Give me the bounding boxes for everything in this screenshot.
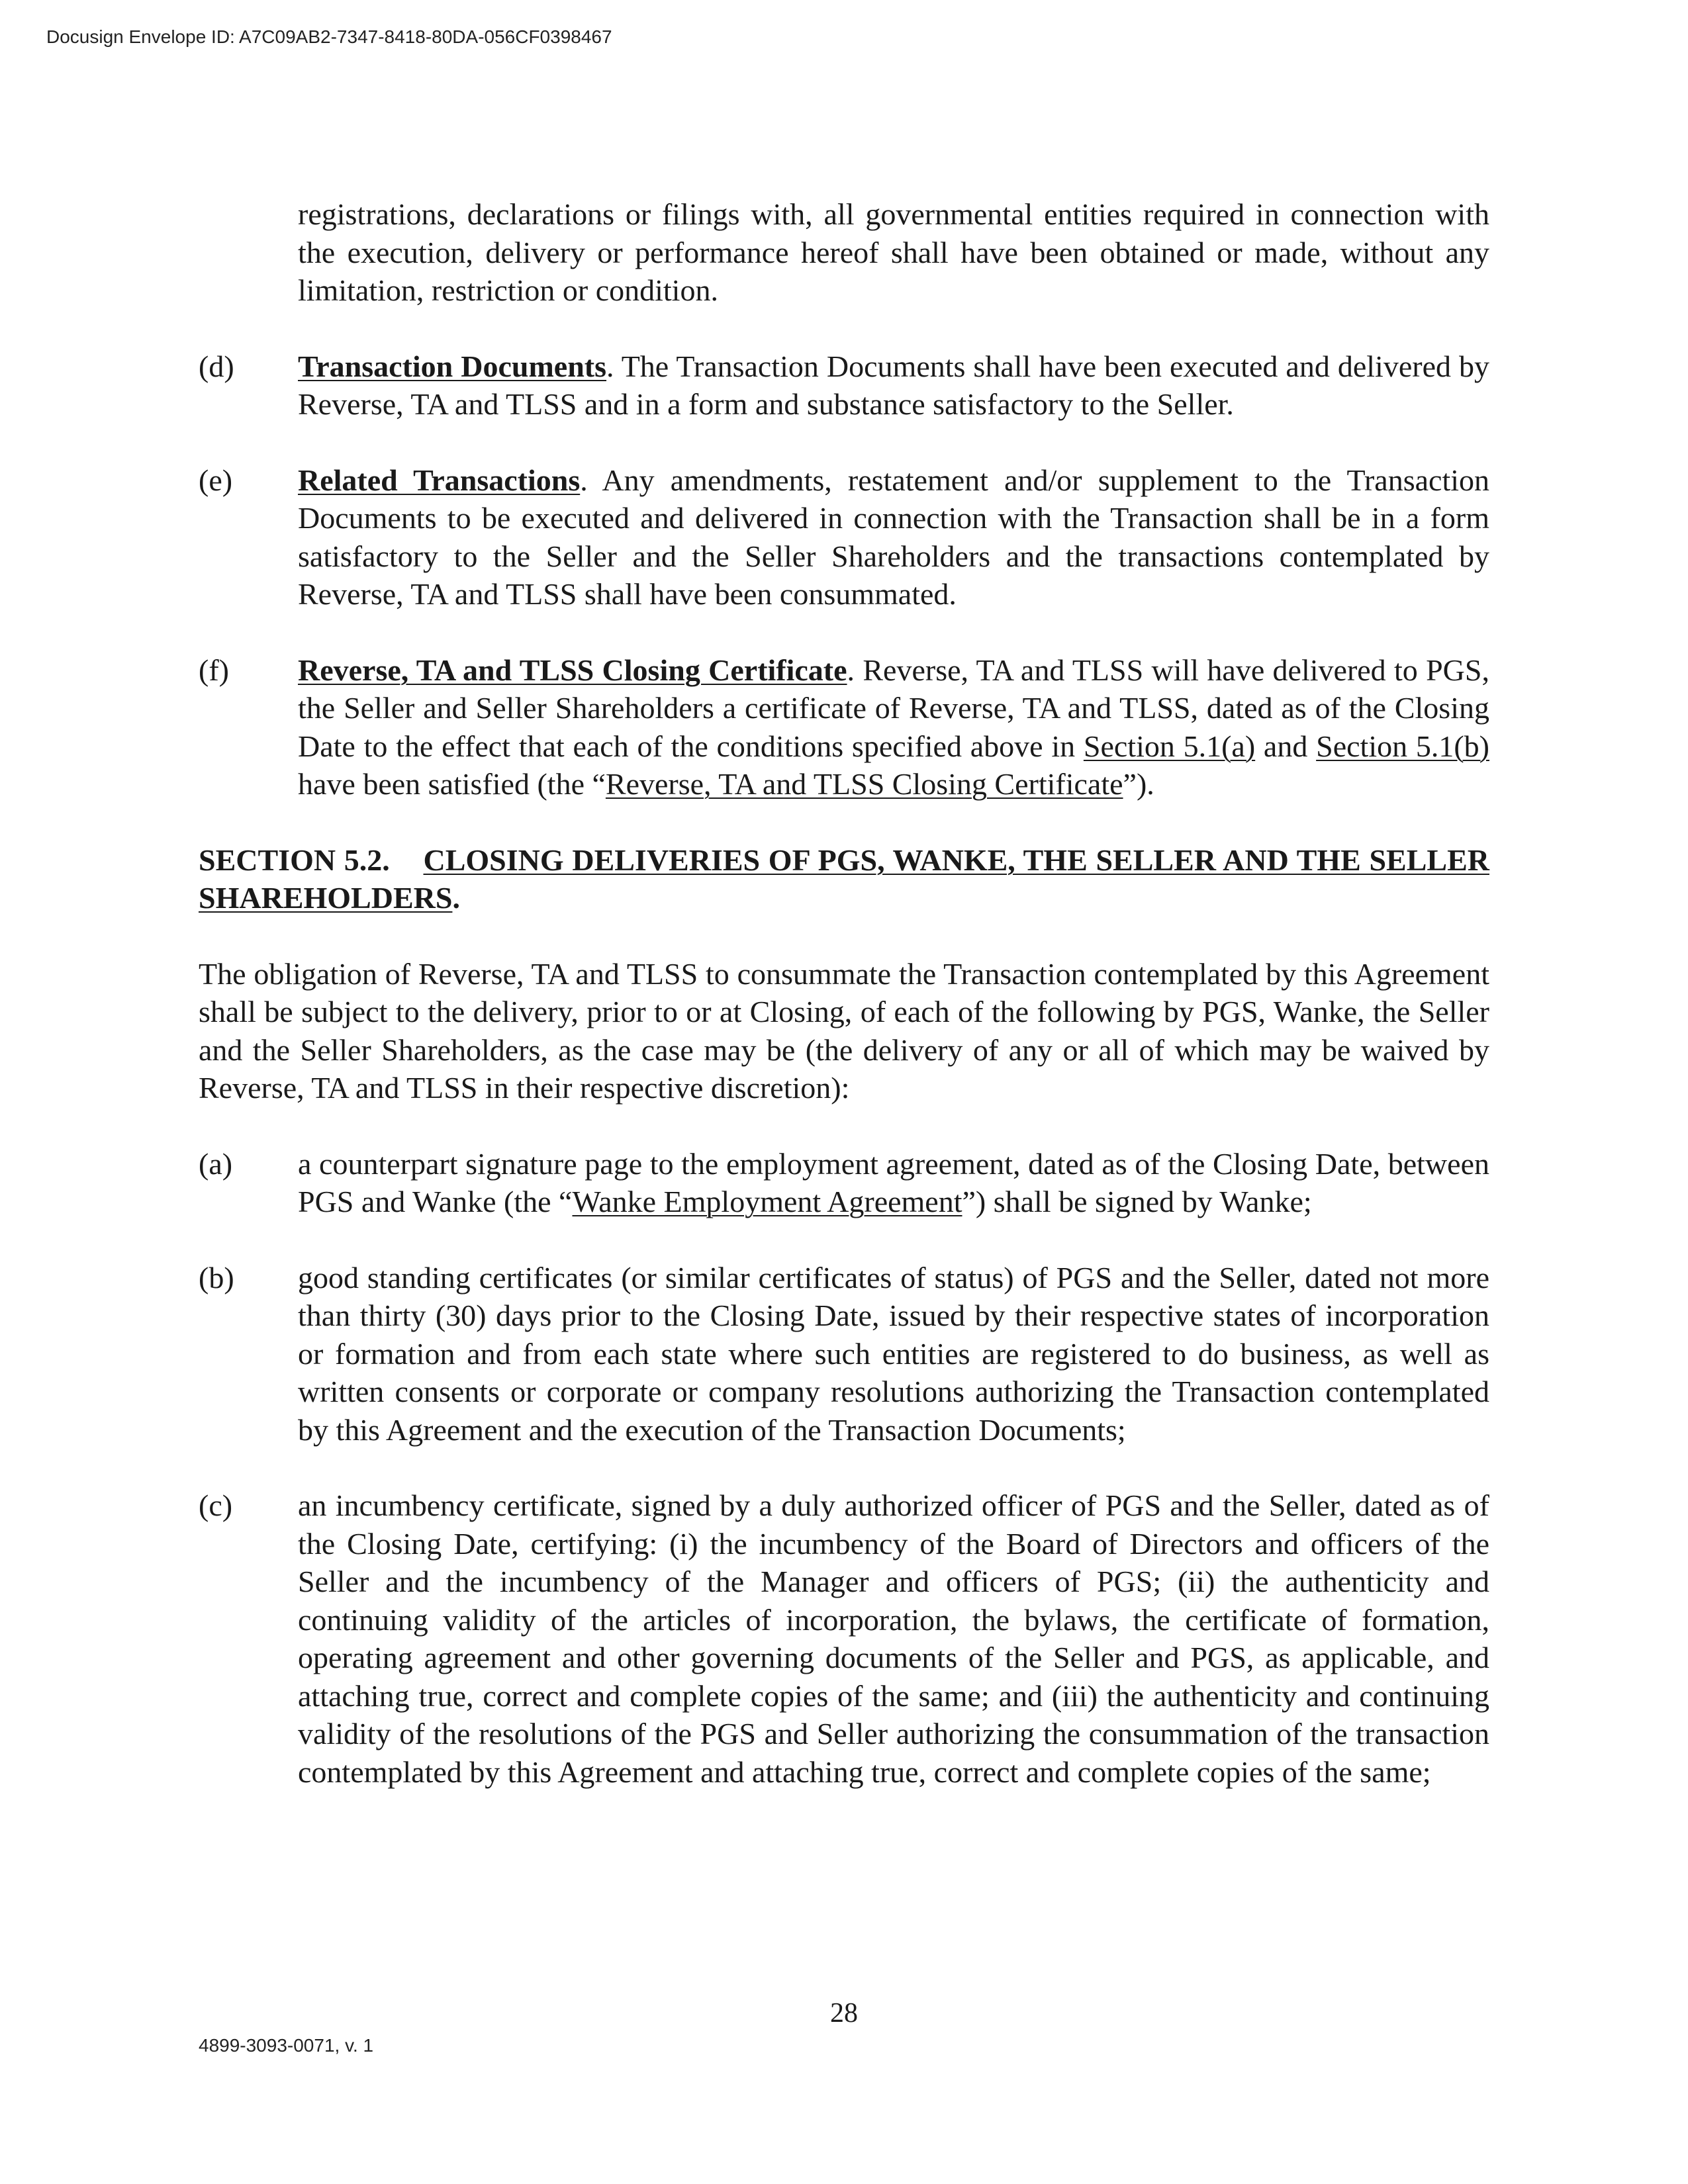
section-title: CLOSING DELIVERIES OF PGS, WANKE, THE SELLER AND THE SELLER SHAREHOLDERS bbox=[199, 842, 1489, 915]
defined-term: Wanke Employment Agreement bbox=[572, 1185, 962, 1218]
clause-body: ”) shall be signed by Wanke; bbox=[962, 1185, 1312, 1218]
section-reference: Section 5.1(b) bbox=[1316, 729, 1490, 763]
clause-text bbox=[298, 347, 1489, 424]
clause-body: have been satisfied (the “ bbox=[298, 767, 606, 801]
defined-term: Reverse, TA and TLSS Closing Certificate bbox=[605, 767, 1123, 801]
clause-heading: Reverse, TA and TLSS Closing Certificate bbox=[298, 653, 847, 687]
section-5-2-intro: The obligation of Reverse, TA and TLSS to consummate the Transaction contemplated by this Agreement shall be subject to the delivery, prior to or at Closing, of each of the following by PGS, Wanke, the Seller and the Seller Shareholders, as the case may be (the delivery of any or all of which may be waived by Reverse, TA and TLSS in their respective discretion): bbox=[199, 956, 1489, 1105]
clause-5-1-e bbox=[199, 461, 1489, 614]
section-title-end: . bbox=[452, 881, 460, 915]
section-reference: Section 5.1(a) bbox=[1083, 729, 1256, 763]
clause-label: (e) bbox=[199, 463, 233, 497]
continued-paragraph: registrations, declarations or filings with, all governmental entities required in connection with the execution, delivery or performance hereof shall have been obtained or made, without any limitation, restriction or condition. bbox=[298, 197, 1489, 307]
clause-heading: Transaction Documents bbox=[298, 349, 607, 383]
clause-heading: Related Transactions bbox=[298, 463, 581, 497]
clause-label: (a) bbox=[199, 1146, 233, 1181]
clause-body: . Reverse, TA and TLSS will have delivered to PGS, the Seller and Seller Shareholders a certificate of Reverse, TA and TLSS, dated as of the Closing Date to the effect that each of the conditions specified above in bbox=[298, 653, 1489, 763]
clause-5-2-a bbox=[199, 1145, 1489, 1221]
clause-label: (f) bbox=[199, 653, 229, 687]
section-number: SECTION 5.2. bbox=[199, 842, 390, 877]
clause-text bbox=[298, 461, 1489, 614]
envelope-id: Docusign Envelope ID: A7C09AB2-7347-8418-80DA-056CF0398467 bbox=[46, 26, 612, 47]
clause-text bbox=[298, 1145, 1489, 1221]
clause-body: ”). bbox=[1123, 767, 1154, 801]
clause-body: . The Transaction Documents shall have been executed and delivered by Reverse, TA and TLSS and in a form and substance satisfactory to the Seller. bbox=[298, 349, 1489, 421]
document-body bbox=[199, 195, 1489, 1791]
clause-5-2-b bbox=[199, 1259, 1489, 1449]
document-number: 4899-3093-0071, v. 1 bbox=[199, 2035, 374, 2056]
clause-text: an incumbency certificate, signed by a duly authorized officer of PGS and the Seller, dated as of the Closing Date, certifying: (i) the incumbency of the Board of Directors and officers of the Seller and the incumbency of the Manager and officers of PGS; (ii) the authenticity and continuing validity of the articles of incorporation, the bylaws, the certificate of formation, operating agreement and other governing documents of the Seller and PGS, as applicable, and attaching true, correct and complete copies of the same; and (iii) the authenticity and continuing validity of the resolutions of the PGS and Seller authorizing the consummation of the transaction contemplated by this Agreement and attaching true, correct and complete copies of the same; bbox=[298, 1488, 1489, 1789]
clause-body: . Any amendments, restatement and/or supplement to the Transaction Documents to be executed and delivered in connection with the Transaction shall be in a form satisfactory to the Seller and the Seller Shareholders and the transactions contemplated by Reverse, TA and TLSS shall have been consummated. bbox=[298, 463, 1490, 611]
clause-5-1-f bbox=[199, 651, 1489, 803]
clause-5-1-d bbox=[199, 347, 1489, 424]
clause-5-2-c bbox=[199, 1486, 1489, 1791]
clause-label: (d) bbox=[199, 349, 234, 383]
clause-body: a counterpart signature page to the employment agreement, dated as of the Closing Date, between PGS and Wanke (the “ bbox=[298, 1146, 1489, 1218]
clause-text bbox=[298, 651, 1489, 803]
clause-body: and bbox=[1255, 729, 1317, 763]
section-5-2-heading bbox=[199, 841, 1489, 917]
clause-label: (b) bbox=[199, 1260, 234, 1295]
clause-text: good standing certificates (or similar certificates of status) of PGS and the Seller, dated not more than thirty (30) days prior to the Closing Date, issued by their respective states of incorporation or formation and from each state where such entities are registered to do business, as well as written consents or corporate or company resolutions authorizing the Transaction contemplated by this Agreement and the execution of the Transaction Documents; bbox=[298, 1260, 1489, 1447]
page-number: 28 bbox=[830, 1998, 858, 2028]
clause-label: (c) bbox=[199, 1488, 233, 1522]
